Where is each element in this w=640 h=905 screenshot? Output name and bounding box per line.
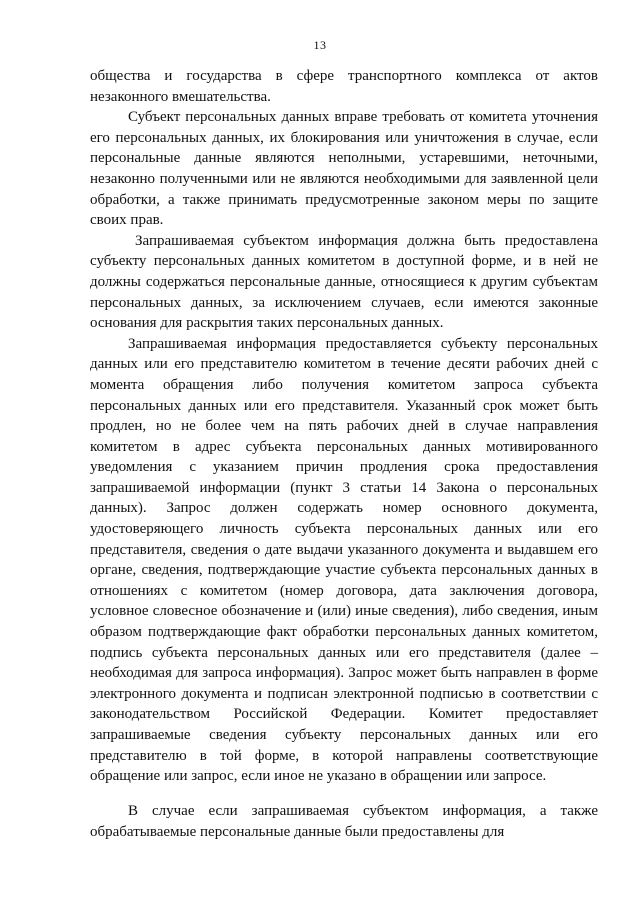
paragraph-next-section: В случае если запрашиваемая субъектом информация, а также обрабатываемые персональные данные были предоставлены для — [90, 803, 598, 840]
paragraph-continuation: общества и государства в сфере транспортного комплекса от актов незаконного вмешательства. — [90, 68, 598, 105]
paragraph-subject-rights: Субъект персональных данных вправе требовать от комитета уточнения его персональных данных, их блокирования или уничтожения в случае, если персональные данные являются неполными, устаревшими, неточными, незаконно полученными или не являются необходимыми для заявленной цели обработки, а также принимать предусмотренные законом меры по защите своих прав. — [90, 109, 598, 229]
page-number: 13 — [313, 38, 327, 52]
paragraph-requested-info-form: Запрашиваемая субъектом информация должна быть предоставлена субъекту персональных данных комитетом в доступной форме, и в ней не должны содержаться персональные данные, относящиеся к другим субъектам персональных данных, за исключением случаев, если имеются законные основания для раскрытия таких персональных данных. — [90, 232, 598, 332]
body-text-continued — [90, 801, 598, 842]
body-text — [90, 66, 598, 787]
paragraph-request-procedure: Запрашиваемая информация предоставляется субъекту персональных данных или его представителю комитетом в течение десяти рабочих дней с момента обращения либо получения комитетом запроса субъекта персональных данных или его представителя. Указанный срок может быть продлен, но не более чем на пять рабочих дней в случае направления комитетом в адрес субъекта персональных данных мотивированного уведомления с указанием причин продления срока предоставления запрашиваемой информации (пункт 3 статьи 14 Закона о персональных данных). Запрос должен содержать номер основного документа, удостоверяющего личность субъекта персональных данных или его представителя, сведения о дате выдачи указанного документа и выдавшем его органе, сведения, подтверждающие участие субъекта персональных данных в отношениях с комитетом (номер договора, дата заключения договора, условное словесное обозначение и (или) иные сведения), либо сведения, иным образом подтверждающие факт обработки персональных данных комитетом, подпись субъекта персональных данных или его представителя (далее – необходимая для запроса информация). Запрос может быть направлен в форме электронного документа и подписан электронной подписью в соответствии с законодательством Российской Федерации. Комитет предоставляет запрашиваемые сведения субъекту персональных данных или его представителю в той форме, в которой направлены соответствующие обращение или запрос, если иное не указано в обращении или запросе. — [90, 335, 598, 785]
